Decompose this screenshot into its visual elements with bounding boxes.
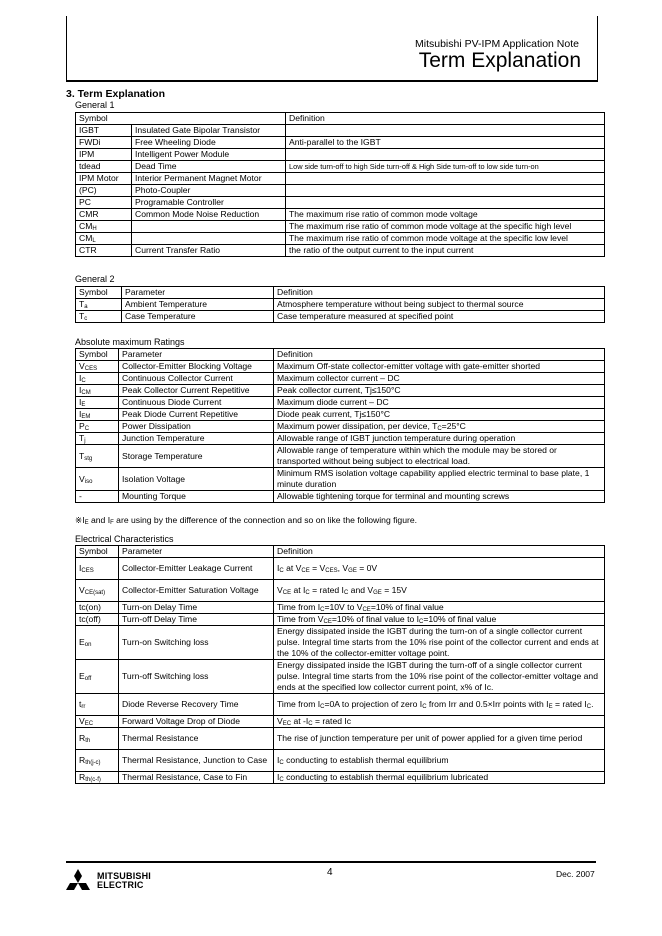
amr-label: Absolute maximum Ratings: [75, 337, 185, 347]
table-row: CMR Common Mode Noise Reduction The maximum rise ratio of common mode voltage: [76, 209, 605, 221]
table-row: $I_E$ Continuous Diode Current Maximum diode current – DC: [76, 397, 605, 409]
amr-table: [75, 348, 605, 503]
table-row: tc(off) Turn-off Delay Time Time from $V_{CE}=10\%$ of final value to $I_C=10\%$ of final value: [76, 614, 605, 626]
table-row: $E_{on}$ Turn-on Switching loss Energy dissipated inside the IGBT during the turn-on of a single collector current pulse. Integral time starts from the 10% rise point of the collector current and ends at the 10% of the collector-emitter voltage point.: [76, 626, 605, 660]
note-text: $※I_E$ and $I_F$ are using by the difference of the connection and so on like the following figure.: [75, 515, 418, 526]
table-row: $V_{EC}$ Forward Voltage Drop of Diode $V_{EC}$ at $-I_C$ = rated Ic: [76, 716, 605, 728]
ec-label: Electrical Characteristics: [75, 534, 174, 544]
table-row: $CM_L$ The maximum rise ratio of common mode voltage at the specific low level: [76, 233, 605, 245]
general2-table: [75, 286, 605, 323]
table-row: $I_{EM}$ Peak Diode Current Repetitive Diode peak current, Tj≤150°C: [76, 409, 605, 421]
ec-table: [75, 545, 605, 784]
footer-date: Dec. 2007: [556, 869, 595, 879]
general2-label: General 2: [75, 274, 115, 284]
footer-rule: [66, 861, 596, 863]
table-row: (PC) Photo-Coupler: [76, 185, 605, 197]
table-row: $R_{th(j-c)}$ Thermal Resistance, Junction to Case $I_C$ conducting to establish thermal equilibrium: [76, 750, 605, 772]
table-header-row: Symbol Parameter Definition: [76, 546, 605, 558]
page-title: Term Explanation: [418, 49, 581, 72]
table-row: $V_{CES}$ Collector-Emitter Blocking Voltage Maximum Off-state collector-emitter voltage with gate-emitter shorted: [76, 361, 605, 373]
table-row: IPM Motor Interior Permanent Magnet Motor: [76, 173, 605, 185]
table-row: $T_a$ Ambient Temperature Atmosphere temperature without being subject to thermal source: [76, 299, 605, 311]
table-row: $t_{rr}$ Diode Reverse Recovery Time Time from $I_C=0A$ to projection of zero $I_C$ from Irr and 0.5×Irr points with $I_E$ = rated $I_C$.: [76, 694, 605, 716]
table-row: $I_C$ Continuous Collector Current Maximum collector current – DC: [76, 373, 605, 385]
table-header-row: Symbol Parameter Definition: [76, 349, 605, 361]
general1-table: [75, 112, 605, 257]
table-row: $P_C$ Power Dissipation Maximum power dissipation, per device, $T_C=25^\circ C$: [76, 421, 605, 433]
table-row: $E_{off}$ Turn-off Switching loss Energy dissipated inside the IGBT during the turn-off of a single collector current pulse. Integral time starts from the 10% rise point of the collector-emitter voltage and ends at the specified low collector current point, x% of Ic.: [76, 660, 605, 694]
table-row: $R_{th}$ Thermal Resistance The rise of junction temperature per unit of power applied for a given time period: [76, 728, 605, 750]
table-row: $I_{CES}$ Collector-Emitter Leakage Current $I_C$ at $V_{CE} = V_{CES}$, $V_{GE} = 0V$: [76, 558, 605, 580]
table-row: $R_{th(c-f)}$ Thermal Resistance, Case to Fin $I_C$ conducting to establish thermal equilibrium lubricated: [76, 772, 605, 784]
table-header-row: Symbol Definition: [76, 113, 605, 125]
table-row: $CM_H$ The maximum rise ratio of common mode voltage at the specific high level: [76, 221, 605, 233]
table-row: $T_j$ Junction Temperature Allowable range of IGBT junction temperature during operation: [76, 433, 605, 445]
table-row: IPM Intelligent Power Module: [76, 149, 605, 161]
table-row: PC Programable Controller: [76, 197, 605, 209]
table-row: $V_{iso}$ Isolation Voltage Minimum RMS isolation voltage capability applied electric terminal to base plate, 1 minute duration: [76, 468, 605, 491]
table-header-row: Symbol Parameter Definition: [76, 287, 605, 299]
table-row: IGBT Insulated Gate Bipolar Transistor: [76, 125, 605, 137]
table-row: - Mounting Torque Allowable tightening torque for terminal and mounting screws: [76, 491, 605, 503]
table-row: tdead Dead Time Low side turn-off to high Side turn-off & High Side turn-off to low side turn-on: [76, 161, 605, 173]
header-frame: [66, 16, 598, 82]
page-number: 4: [327, 867, 333, 878]
logo-wordmark: MITSUBISHI ELECTRIC: [97, 871, 152, 890]
general1-label: General 1: [75, 100, 115, 110]
table-row: FWDi Free Wheeling Diode Anti-parallel to the IGBT: [76, 137, 605, 149]
header-subtitle: Mitsubishi PV-IPM Application Note: [415, 38, 579, 50]
table-row: $T_{stg}$ Storage Temperature Allowable range of temperature within which the module may be stored or transported without being subject to electrical load.: [76, 445, 605, 468]
table-row: $I_{CM}$ Peak Collector Current Repetitive Peak collector current, Tj≤150°C: [76, 385, 605, 397]
table-row: $T_c$ Case Temperature Case temperature measured at specified point: [76, 311, 605, 323]
table-row: $V_{CE(sat)}$ Collector-Emitter Saturation Voltage $V_{CE}$ at $I_C$ = rated $I_C$ and $V_{GE} = 15V$: [76, 580, 605, 602]
section-title: 3. Term Explanation: [66, 88, 165, 100]
table-row: tc(on) Turn-on Delay Time Time from $I_C=10V$ to $V_{CE}=10\%$ of final value: [76, 602, 605, 614]
table-row: CTR Current Transfer Ratio the ratio of the output current to the input current: [76, 245, 605, 257]
